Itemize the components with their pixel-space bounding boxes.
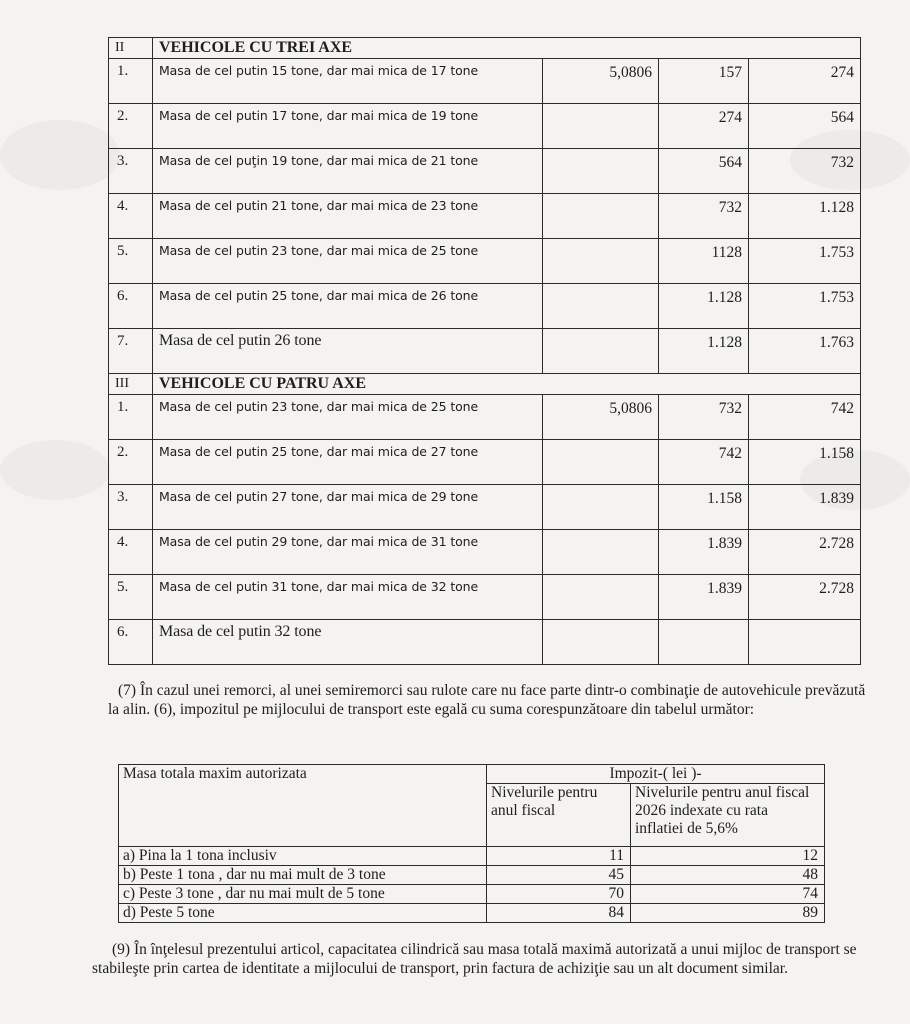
tax-row-label: d) Peste 5 tone [119,904,487,923]
section-title: VEHICOLE CU TREI AXE [153,38,861,59]
row-description: Masa de cel putin 32 tone [153,620,543,665]
row-coefficient [543,620,659,665]
row-coefficient [543,329,659,374]
row-value-1: 1128 [659,239,749,284]
row-coefficient [543,194,659,239]
fiscal-2026-header: Nivelurile pentru anul fiscal 2026 indexate cu rata inflatiei de 5,6% [631,784,825,847]
row-number: 4. [109,194,153,239]
row-number: 3. [109,485,153,530]
table-row [109,620,861,665]
row-number: 5. [109,575,153,620]
table-row [109,485,861,530]
row-coefficient [543,284,659,329]
tax-row [119,885,825,904]
tax-row-label: b) Peste 1 tona , dar nu mai mult de 3 tone [119,866,487,885]
row-number: 1. [109,395,153,440]
table-row [109,395,861,440]
tax-row-value-1: 11 [487,847,631,866]
tax-row-value-2: 48 [631,866,825,885]
tax-row-value-2: 74 [631,885,825,904]
row-number: 7. [109,329,153,374]
tax-row [119,847,825,866]
table-row [109,575,861,620]
table-row [109,530,861,575]
row-description: Masa de cel puţin 19 tone, dar mai mica de 21 tone [153,149,543,194]
row-description: Masa de cel putin 31 tone, dar mai mica de 32 tone [153,575,543,620]
row-description: Masa de cel putin 23 tone, dar mai mica de 25 tone [153,395,543,440]
row-value-2 [749,620,861,665]
row-value-1: 732 [659,194,749,239]
table-row [109,284,861,329]
row-value-1: 1.128 [659,329,749,374]
row-number: 4. [109,530,153,575]
table-row [109,149,861,194]
table-row [109,59,861,104]
tax-row [119,904,825,923]
tax-row-value-2: 89 [631,904,825,923]
row-value-2: 2.728 [749,530,861,575]
tax-row-label: c) Peste 3 tone , dar nu mai mult de 5 tone [119,885,487,904]
table-row [109,329,861,374]
row-number: 3. [109,149,153,194]
tax-row-value-1: 45 [487,866,631,885]
scan-smudge [0,120,120,190]
row-value-1: 732 [659,395,749,440]
row-coefficient [543,485,659,530]
row-value-2: 2.728 [749,575,861,620]
row-description: Masa de cel putin 21 tone, dar mai mica de 23 tone [153,194,543,239]
paragraph-7: (7) În cazul unei remorci, al unei semiremorci sau rulote care nu face parte dintr-o combinaţie de autovehicule prevăzută la alin. (6), impozitul pe mijlocului de transport este egală cu suma corespunzătoare din tabelul următor: [108,682,866,718]
row-description: Masa de cel putin 26 tone [153,329,543,374]
table-row [109,239,861,284]
tax-row [119,866,825,885]
section-header-row [109,374,861,395]
row-number: 6. [109,620,153,665]
tax-row-value-2: 12 [631,847,825,866]
scan-smudge [0,440,110,500]
row-value-1: 274 [659,104,749,149]
row-value-1: 1.128 [659,284,749,329]
row-value-2: 1.128 [749,194,861,239]
row-number: 5. [109,239,153,284]
row-number: 2. [109,104,153,149]
paragraph-9: (9) În înţelesul prezentului articol, capacitatea cilindrică sau masa totală maximă autorizată a unui mijloc de transport se stabileşte prin cartea de identitate a mijlocului de transport, prin factura de achiziţie sau un alt document similar. [92,941,857,977]
row-value-2: 1.763 [749,329,861,374]
row-value-1: 564 [659,149,749,194]
table-row [109,440,861,485]
row-coefficient [543,239,659,284]
row-description: Masa de cel putin 15 tone, dar mai mica de 17 tone [153,59,543,104]
row-value-2: 1.158 [749,440,861,485]
tax-row-value-1: 84 [487,904,631,923]
row-description: Masa de cel putin 25 tone, dar mai mica de 26 tone [153,284,543,329]
tax-column-header: Impozit-( lei )- [487,765,825,784]
row-coefficient [543,104,659,149]
section-number: II [109,38,153,59]
row-coefficient: 5,0806 [543,59,659,104]
fiscal-year-header: Nivelurile pentru anul fiscal [487,784,631,847]
tax-row-value-1: 70 [487,885,631,904]
row-coefficient [543,575,659,620]
row-coefficient [543,440,659,485]
row-value-2: 564 [749,104,861,149]
section-title: VEHICOLE CU PATRU AXE [153,374,861,395]
row-value-2: 1.753 [749,239,861,284]
row-value-1: 1.839 [659,530,749,575]
row-value-1: 1.158 [659,485,749,530]
row-value-2: 732 [749,149,861,194]
row-value-2: 742 [749,395,861,440]
row-value-2: 274 [749,59,861,104]
row-value-1: 742 [659,440,749,485]
row-value-2: 1.753 [749,284,861,329]
vehicle-tax-table [108,37,861,665]
row-value-1: 1.839 [659,575,749,620]
section-number: III [109,374,153,395]
tax-row-label: a) Pina la 1 tona inclusiv [119,847,487,866]
row-description: Masa de cel putin 17 tone, dar mai mica de 19 tone [153,104,543,149]
row-description: Masa de cel putin 23 tone, dar mai mica de 25 tone [153,239,543,284]
row-number: 6. [109,284,153,329]
row-value-1: 157 [659,59,749,104]
section-header-row [109,38,861,59]
row-value-2: 1.839 [749,485,861,530]
mass-column-header: Masa totala maxim autorizata [119,765,487,847]
row-coefficient [543,530,659,575]
trailer-tax-table [118,764,825,923]
row-description: Masa de cel putin 27 tone, dar mai mica de 29 tone [153,485,543,530]
row-number: 2. [109,440,153,485]
tax-header-row [119,765,825,784]
row-description: Masa de cel putin 29 tone, dar mai mica de 31 tone [153,530,543,575]
row-description: Masa de cel putin 25 tone, dar mai mica de 27 tone [153,440,543,485]
row-value-1 [659,620,749,665]
row-coefficient: 5,0806 [543,395,659,440]
table-row [109,194,861,239]
row-coefficient [543,149,659,194]
row-number: 1. [109,59,153,104]
table-row [109,104,861,149]
